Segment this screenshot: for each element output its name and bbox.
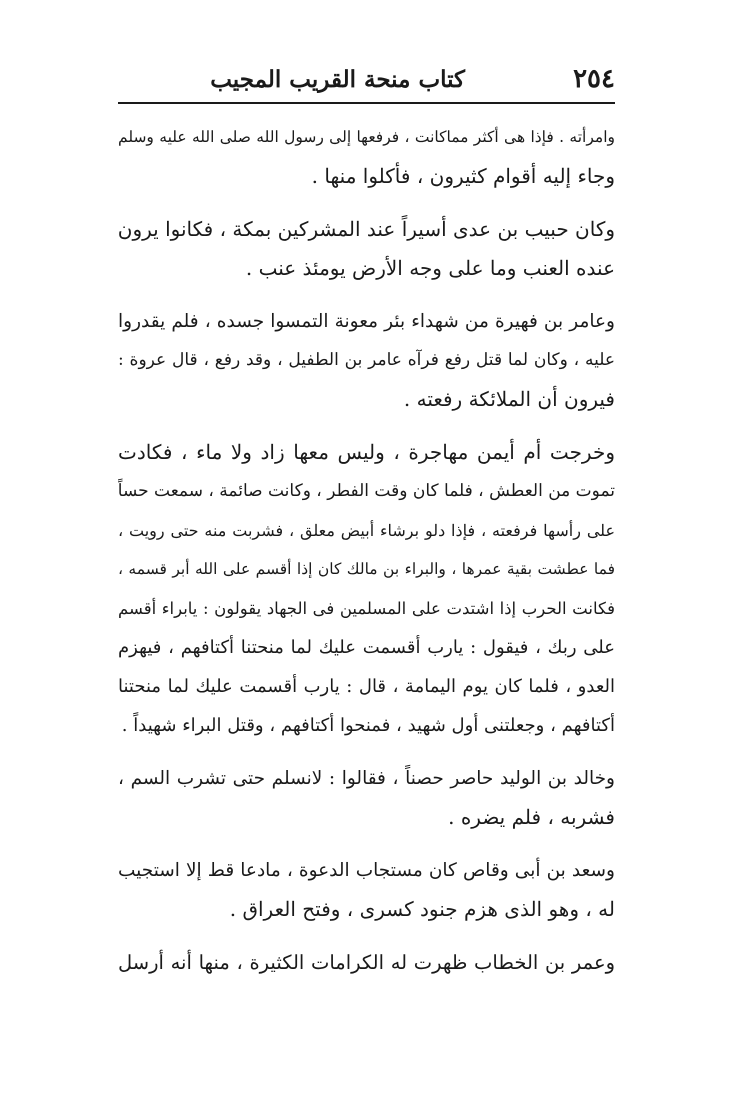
paragraph-gap — [118, 837, 615, 851]
text-line: أكتافهم ، وجعلتنى أول شهيد ، فمنحوا أكتافهم ، وقتل البراء شهيداً . — [121, 715, 615, 736]
text-line: وسعد بن أبى وقاص كان مستجاب الدعوة ، مادعا قط إلا استجيب — [118, 860, 615, 881]
text-line: فكانت الحرب إذا اشتدت على المسلمين فى الجهاد يقولون : يابراء أقسم — [118, 599, 615, 618]
text-line: وعمر بن الخطاب ظهرت له الكرامات الكثيرة ، منها أنه أرسل — [118, 951, 615, 974]
paragraph-gap — [118, 745, 615, 759]
header-rule — [118, 102, 615, 104]
text-line: على ربك ، فيقول : يارب أقسمت عليك لما منحتنا أكتافهم ، فيهزم — [118, 637, 615, 658]
text-line: فما عطشت بقية عمرها ، والبراء بن مالك كان إذا أقسم على الله أبر قسمه ، — [118, 560, 615, 578]
body-text — [118, 118, 615, 982]
text-line: وخرجت أم أيمن مهاجرة ، وليس معها زاد ولا ماء ، فكادت — [118, 440, 615, 464]
text-line: وعامر بن فهيرة من شهداء بئر معونة التمسوا جسده ، فلم يقدروا — [118, 311, 615, 332]
paragraph-gap — [118, 419, 615, 433]
paragraph-gap — [118, 929, 615, 943]
text-line: تموت من العطش ، فلما كان وقت الفطر ، وكانت صائمة ، سمعت حساً — [118, 481, 615, 501]
text-line: وخالد بن الوليد حاصر حصناً ، فقالوا : لانسلم حتى تشرب السم ، — [118, 768, 615, 789]
text-line: فشربه ، فلم يضره . — [448, 805, 615, 829]
text-line: وامرأته . فإذا هى أكثر مماكانت ، فرفعها إلى رسول الله صلى الله عليه وسلم — [118, 128, 615, 146]
text-line: على رأسها فرفعته ، فإذا دلو برشاء أبيض معلق ، فشربت منه حتى رويت ، — [118, 521, 615, 540]
text-line: عليه ، وكان لما قتل رفع فرآه عامر بن الطفيل ، وقد رفع ، قال عروة : — [118, 350, 615, 370]
text-line: عنده العنب وما على وجه الأرض يومئذ عنب . — [245, 256, 615, 280]
text-line: العدو ، فلما كان يوم اليمامة ، قال : يارب أقسمت عليك لما منحتنا — [118, 676, 615, 697]
page-number: ٢٥٤ — [573, 64, 615, 94]
page-header — [118, 58, 615, 102]
text-line: وكان حبيب بن عدى أسيراً عند المشركين بمكة ، فكانوا يرون — [118, 217, 615, 241]
paragraph-gap — [118, 196, 615, 210]
text-line: له ، وهو الذى هزم جنود كسرى ، وفتح العراق . — [229, 897, 615, 921]
paragraph-gap — [118, 288, 615, 302]
text-line: وجاء إليه أقوام كثيرون ، فأكلوا منها . — [311, 164, 615, 188]
text-line: فيرون أن الملائكة رفعته . — [403, 387, 615, 411]
running-title: كتاب منحة القريب المجيب — [210, 66, 465, 93]
